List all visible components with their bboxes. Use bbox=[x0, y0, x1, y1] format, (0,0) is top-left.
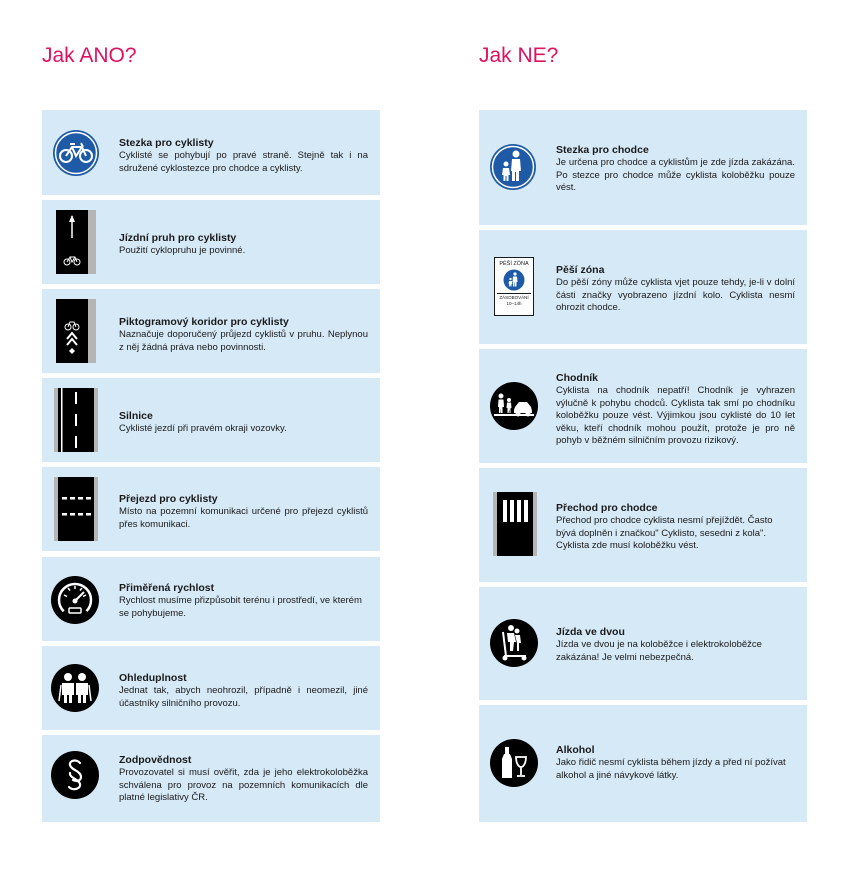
card-two-riders bbox=[479, 587, 807, 700]
card-title: Ohleduplnost bbox=[119, 672, 187, 684]
card-title: Zodpovědnost bbox=[119, 754, 192, 766]
card-title: Přiměřená rychlost bbox=[119, 582, 215, 594]
pedestrian-path-sign-icon bbox=[489, 143, 537, 191]
card-cycle-crossing bbox=[42, 467, 380, 551]
elderly-couple-icon bbox=[50, 663, 100, 713]
pedestrian-crossing-icon bbox=[493, 492, 537, 556]
card-title: Stezka pro cyklisty bbox=[119, 137, 214, 149]
two-riders-icon bbox=[489, 618, 539, 668]
card-description: Cyklista na chodník nepatří! Chodník je vyhrazen výlučně k pohybu chodců. Cyklista tak smí po chodníku koloběžku pouze vést. Výjimkou jsou cyklisté do 10 let věku, kteří chodník mohou použít, protože je pro ně pohyb v běžném silničním provozu rizikový. bbox=[556, 385, 795, 446]
card-description: Do pěší zóny může cyklista vjet pouze tehdy, je-li v dolní části značky vyobrazeno jízdní kolo. Cyklista nesmí ohrozit chodce. bbox=[556, 277, 795, 313]
cycle-crossing-icon bbox=[54, 477, 98, 541]
card-description: Přechod pro chodce cyklista nesmí přejíždět. Často bývá doplněn i značkou" Cyklisto, sesedni z kola". Cyklista zde musí koloběžku vést. bbox=[556, 515, 773, 551]
sidewalk-icon bbox=[489, 381, 539, 431]
paragraph-icon bbox=[50, 750, 100, 800]
card-sidewalk bbox=[479, 349, 807, 463]
card-pedestrian-zone bbox=[479, 230, 807, 344]
card-description: Jízda ve dvou je na koloběžce i elektrokoloběžce zakázána! Je velmi nebezpečná. bbox=[556, 639, 762, 663]
card-pedestrian-crossing bbox=[479, 468, 807, 582]
speedometer-icon bbox=[50, 575, 100, 625]
card-title: Silnice bbox=[119, 410, 153, 422]
card-description: Je určena pro chodce a cyklistům je zde jízda zakázána. Po stezce pro chodce může cyklista koloběžku pouze vést. bbox=[556, 157, 795, 193]
right-column-title: Jak NE? bbox=[479, 44, 559, 67]
card-description: Naznačuje doporučený průjezd cyklistů v pruhu. Neplynou z něj žádná práva nebo povinnosti. bbox=[119, 329, 368, 353]
card-road bbox=[42, 378, 380, 462]
card-title: Alkohol bbox=[556, 744, 595, 756]
card-title: Přejezd pro cyklisty bbox=[119, 493, 218, 505]
card-title: Stezka pro chodce bbox=[556, 144, 649, 156]
card-title: Přechod pro chodce bbox=[556, 502, 658, 514]
card-alcohol bbox=[479, 705, 807, 822]
pedestrian-zone-sign-icon bbox=[494, 257, 534, 316]
sign-zone-label: PĚŠÍ ZÓNA bbox=[499, 261, 529, 267]
card-title: Chodník bbox=[556, 372, 598, 384]
card-description: Jednat tak, abych neohrozil, případně i neomezil, jiné účastníky silničního provozu. bbox=[119, 685, 368, 709]
card-description: Cyklisté se pohybují po pravé straně. Stejně tak i na sdružené cyklostezce pro chodce a cyklisty. bbox=[119, 150, 368, 174]
pedestrian-sign-inner-icon bbox=[503, 269, 525, 291]
card-description: Provozovatel si musí ověřit, zda je jeho elektrokoloběžka schválena pro provoz na pozemních komunikacích dle platné legislativy ČR. bbox=[119, 767, 368, 803]
card-speed bbox=[42, 557, 380, 641]
sign-hours-label: 10–14h bbox=[506, 301, 522, 306]
card-bike-lane bbox=[42, 200, 380, 284]
card-cycle-path bbox=[42, 110, 380, 195]
alcohol-icon bbox=[489, 738, 539, 788]
card-responsibility bbox=[42, 735, 380, 822]
pictogram-corridor-icon bbox=[56, 299, 96, 363]
card-title: Pěší zóna bbox=[556, 264, 605, 276]
road-icon bbox=[54, 388, 98, 452]
card-description: Použití cyklopruhu je povinné. bbox=[119, 245, 246, 256]
bike-lane-icon bbox=[56, 210, 96, 274]
card-consideration bbox=[42, 646, 380, 730]
card-pictogram-corridor bbox=[42, 289, 380, 373]
card-title: Jízda ve dvou bbox=[556, 626, 625, 638]
card-description: Rychlost musíme přizpůsobit terénu i prostředí, ve kterém se pohybujeme. bbox=[119, 595, 362, 619]
card-pedestrian-path bbox=[479, 110, 807, 225]
card-title: Piktogramový koridor pro cyklisty bbox=[119, 316, 289, 328]
bicycle-path-sign-icon bbox=[52, 129, 100, 177]
card-description: Jako řidič nesmí cyklista během jízdy a před ní požívat alkohol a jiné návykové látky. bbox=[556, 757, 786, 781]
card-description: Cyklisté jezdí při pravém okraji vozovky. bbox=[119, 423, 287, 434]
card-title: Jízdní pruh pro cyklisty bbox=[119, 232, 237, 244]
card-description: Místo na pozemní komunikaci určené pro přejezd cyklistů přes komunikaci. bbox=[119, 506, 368, 530]
left-column-title: Jak ANO? bbox=[42, 44, 137, 67]
sign-supply-label: ZÁSOBOVÁNÍ bbox=[499, 295, 529, 300]
